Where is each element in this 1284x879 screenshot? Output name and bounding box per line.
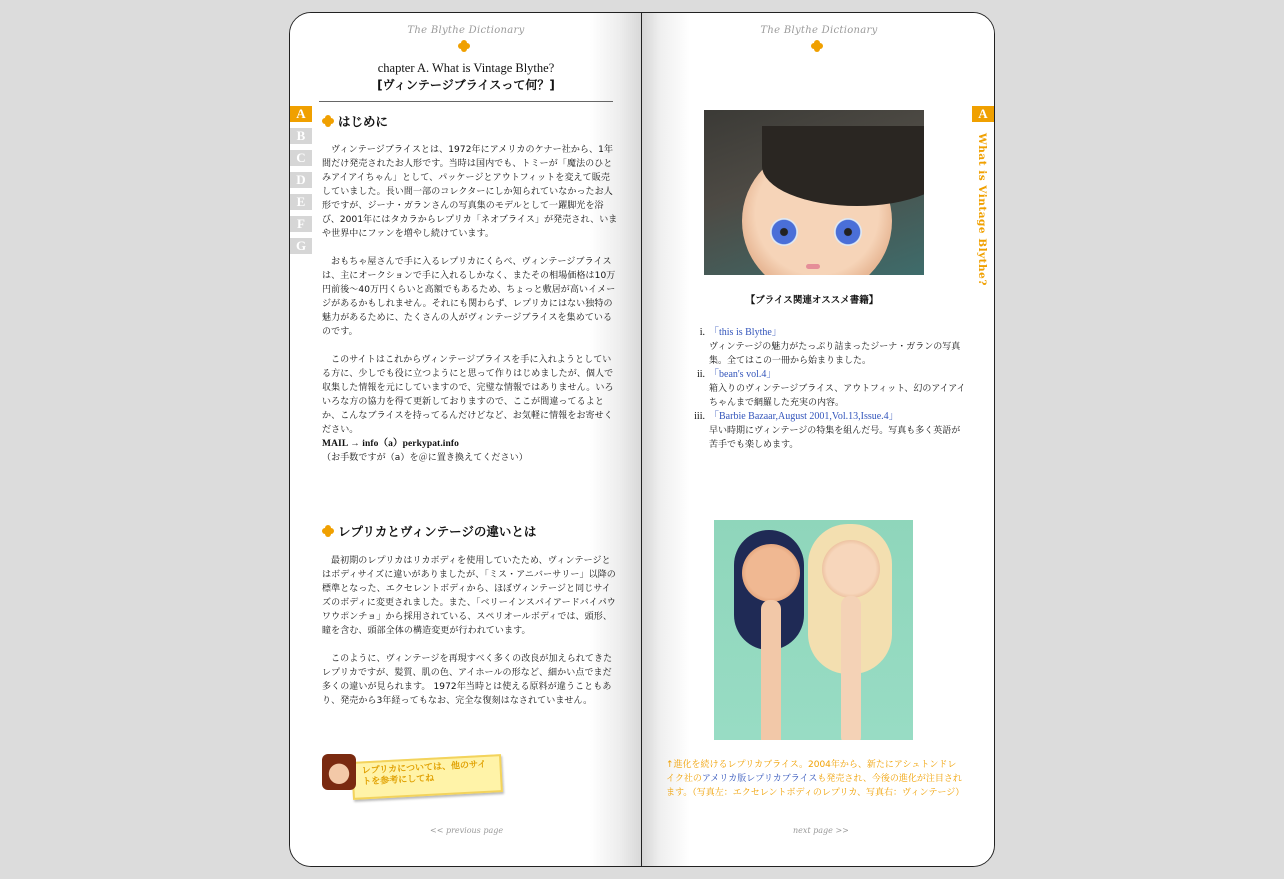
tab-f[interactable]: F — [290, 216, 312, 232]
left-page — [290, 13, 641, 866]
doll-face-icon — [322, 754, 356, 790]
recommend-list — [678, 326, 968, 452]
intro-paragraph-2: おもちゃ屋さんで手に入るレプリカにくらべ、ヴィンテージブライスは、主にオークションで手に入れるしかなく、またその相場価格は10万円前後～40万円くらいと高額でもあるため、ちょっと敷居が高いイメージがあるかもしれません。それにも関わらず、レプリカにはない独特の魅力があるために、たくさんの人がヴィンテージブライスを集めているのです。 — [322, 257, 616, 337]
section-heading-difference — [322, 522, 536, 540]
doll-eye-left — [770, 218, 798, 246]
chapter-title-ja: [ヴィンテージブライスって何？] — [377, 78, 555, 92]
side-tab-a[interactable]: A — [972, 106, 994, 122]
side-chapter-title: What is Vintage Blythe? — [976, 133, 988, 286]
book-description: 早い時期にヴィンテージの特集を組んだ号。写真も多く英語が苦手でも楽しめます。 — [709, 426, 961, 450]
difference-paragraph-2: このように、ヴィンテージを再現すべく多くの改良が加えられてきたレプリカですが、髪質、肌の色、アイホールの形など、細かい点でまだ多くの違いが見られます。 1972年当時とは使える原料が違うこともあり、発売から3年経ってもなお、完全な復刻はなされていません。 — [322, 654, 613, 706]
recommend-title: 【ブライス関連オススメ書籍】 — [745, 295, 879, 306]
divider — [319, 101, 613, 102]
section-heading-text: はじめに — [338, 114, 389, 129]
difference-text — [322, 554, 618, 708]
replica-sites-banner[interactable] — [322, 754, 503, 798]
list-item — [678, 326, 968, 368]
doll-face — [742, 146, 892, 275]
clover-icon — [322, 115, 334, 127]
book-description: ヴィンテージの魅力がたっぷり詰まったジーナ・ガランの写真集。全てはこの一冊から始まりました。 — [709, 342, 961, 366]
mail-note: （お手数ですが（a）を＠に置き換えてください） — [322, 453, 528, 463]
section-heading-intro — [322, 112, 388, 130]
site-logo: The Blythe Dictionary — [760, 25, 878, 36]
list-number: iii. — [694, 411, 705, 422]
banner-text: レプリカについては、他のサイトを参考にしてね — [361, 759, 487, 788]
section-heading-text: レプリカとヴィンテージの違いとは — [338, 524, 537, 539]
tab-d[interactable]: D — [290, 172, 312, 188]
clover-icon — [322, 525, 334, 537]
doll-body — [841, 596, 861, 740]
clover-icon — [458, 40, 470, 52]
photo-caption — [666, 758, 964, 800]
tab-e[interactable]: E — [290, 194, 312, 210]
intro-paragraph-1: ヴィンテージブライスとは、1972年にアメリカのケナー社から、1年間だけ発売されたお人形です。当時は国内でも、トミーが「魔法のひとみアイアイちゃん」として、パッケージとアウトフィットを変えて販売していました。長い間一部のコレクターにしか知られていなかったお人形ですが、ジーナ・ガランさんの写真集のモデルとして一躍脚光を浴び、2001年にはタカラからレプリカ「ネオブライス」が発売され、いまや世界中にファンを増やし続けています。 — [322, 145, 618, 239]
list-item — [678, 410, 968, 452]
chapter-tabs — [290, 106, 312, 260]
tab-b[interactable]: B — [290, 128, 312, 144]
previous-page-link[interactable]: << previous page — [430, 826, 504, 835]
chapter-title-en: chapter A. What is Vintage Blythe? — [377, 61, 555, 75]
book-link[interactable]: 「bean's vol.4」 — [709, 369, 777, 380]
clover-icon — [811, 40, 823, 52]
next-page-link[interactable]: next page >> — [793, 826, 849, 835]
tab-c[interactable]: C — [290, 150, 312, 166]
caption-text: も発売され、今後の進化が注目されます。（写真左：エクセレントボディのレプリカ、写真右：ヴィンテージ） — [666, 774, 965, 798]
list-number: i. — [699, 327, 705, 338]
list-item — [678, 368, 968, 410]
chapter-title — [320, 60, 612, 94]
doll-head — [742, 544, 800, 602]
caption-text: ↑進化を続けるレプリカブライス。2004年から、新たにアシュトンドレイク社の — [666, 760, 957, 784]
book — [289, 12, 995, 867]
list-number: ii. — [696, 369, 705, 380]
book-description: 箱入りのヴィンテージブライス、アウトフィット、幻のアイアイちゃんまで網羅した充実の内容。 — [709, 384, 966, 408]
site-logo: The Blythe Dictionary — [407, 25, 525, 36]
intro-text — [322, 143, 618, 465]
doll-hair — [762, 126, 924, 206]
doll-body — [761, 600, 781, 740]
blythe-face-photo — [704, 110, 924, 275]
tab-a[interactable]: A — [290, 106, 312, 122]
book-link[interactable]: 「Barbie Bazaar,August 2001,Vol.13,Issue.4」 — [709, 411, 899, 422]
caption-link[interactable]: アメリカ版レプリカブライス — [701, 774, 818, 784]
right-page — [642, 13, 994, 866]
intro-paragraph-3: このサイトはこれからヴィンテージブライスを手に入れようとしている方に、少しでも役に立つようにと思って作りはじめましたが、個人で収集した情報を元にしていますので、完璧な情報ではありません。いろいろな方の協力を得て更新しておりますので、ここが間違ってるよとか、こんなブライスを持ってるんだけどなど、お気軽に情報をお寄せください。 — [322, 355, 614, 435]
book-link[interactable]: 「this is Blythe」 — [709, 327, 782, 338]
tab-g[interactable]: G — [290, 238, 312, 254]
mail-address[interactable]: MAIL → info（a）perkypat.info — [322, 439, 460, 449]
difference-paragraph-1: 最初期のレプリカはリカボディを使用していたため、ヴィンテージとはボディサイズに違いがありましたが、「ミス・アニバーサリー」以降の標準となった、エクセレントボディから、ほぼヴィンテージと同じサイズのボディに変更されました。また、「ベリーインスパイアードバイパウワウポンチョ」から採用されている、スペリオールボディでは、頭形、瞳を含む、頭部全体の構造変更が行われています。 — [322, 556, 616, 636]
two-dolls-photo — [714, 520, 913, 740]
doll-mouth — [806, 264, 820, 269]
doll-head — [822, 540, 880, 598]
doll-eye-right — [834, 218, 862, 246]
